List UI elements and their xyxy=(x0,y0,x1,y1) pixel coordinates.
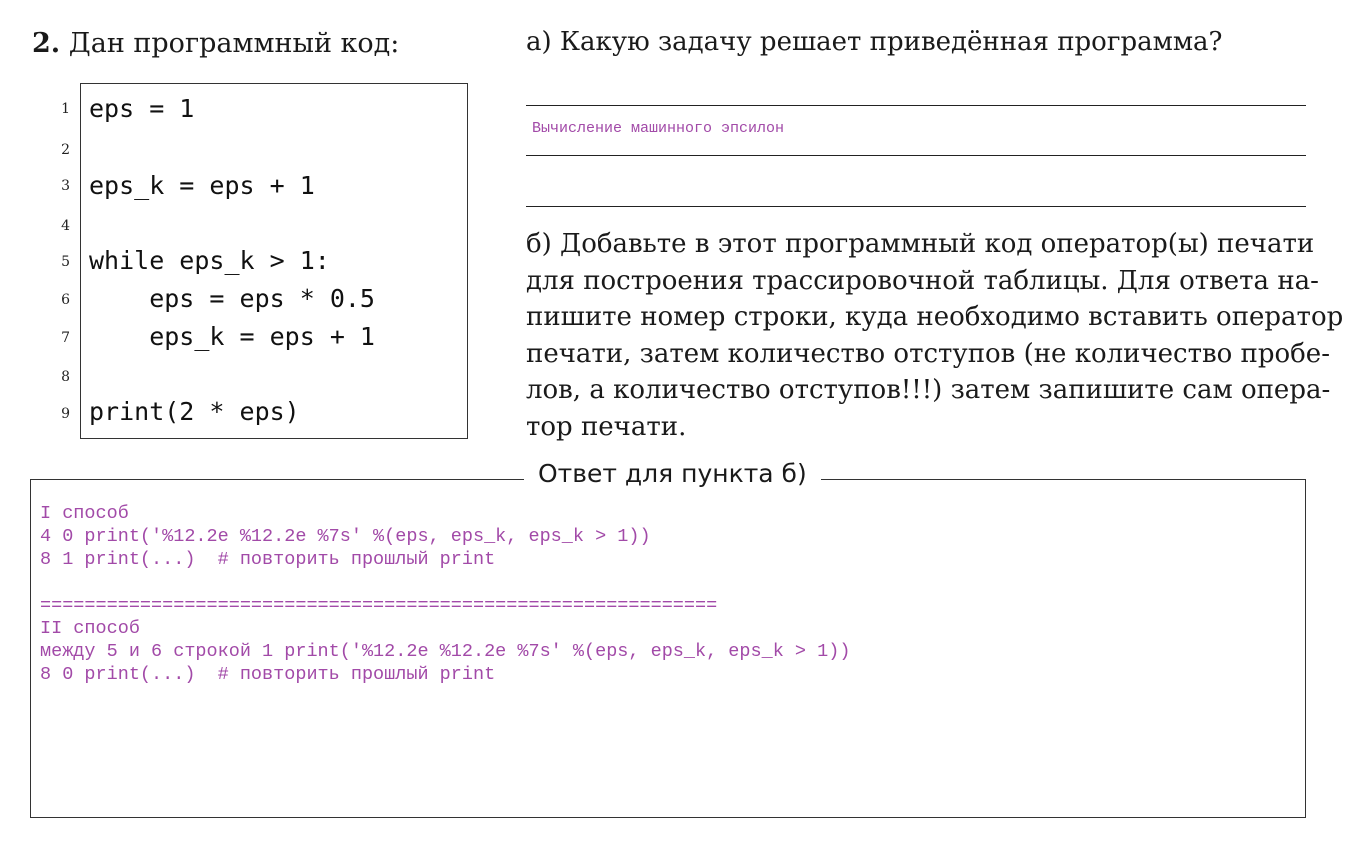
answer-line: I способ xyxy=(40,503,129,524)
question-b-line: б) Добавьте в этот программный код оператор(ы) печати xyxy=(526,229,1315,259)
answer-line: 8 0 print(...) # повторить прошлый print xyxy=(40,664,496,685)
code-line: eps = 1 xyxy=(89,94,195,123)
line-number: 8 xyxy=(61,369,70,385)
answer-rule xyxy=(526,206,1306,207)
code-line: print(2 * eps) xyxy=(89,397,300,426)
question-b-line: тор печати. xyxy=(526,411,687,442)
code-line: while eps_k > 1: xyxy=(89,246,330,275)
question-b-line: лов, а количество отступов!!!) затем запишите сам опера- xyxy=(526,375,1331,405)
answer-rule xyxy=(526,105,1306,106)
question-b-line: печати, затем количество отступов (не количество пробе- xyxy=(526,338,1330,369)
task-number: 2. xyxy=(32,28,61,59)
answer-rule xyxy=(526,155,1306,156)
answer-line: 4 0 print('%12.2e %12.2e %7s' %(eps, eps_k, eps_k > 1)) xyxy=(40,526,651,547)
answer-box-title: Ответ для пункта б) xyxy=(524,457,821,491)
line-number: 5 xyxy=(61,254,70,270)
question-b xyxy=(526,226,1344,445)
code-line: eps_k = eps + 1 xyxy=(89,322,375,351)
line-number: 3 xyxy=(61,178,70,194)
code-line: eps = eps * 0.5 xyxy=(89,284,375,313)
line-number: 2 xyxy=(61,142,70,158)
task-heading xyxy=(32,26,399,62)
line-number: 1 xyxy=(61,101,70,117)
line-number: 9 xyxy=(61,406,70,422)
line-number: 4 xyxy=(61,218,70,234)
answer-line: между 5 и 6 строкой 1 print('%12.2e %12.2e %7s' %(eps, eps_k, eps_k > 1)) xyxy=(40,641,851,662)
answer-line: II способ xyxy=(40,618,140,639)
question-b-line: для построения трассировочной таблицы. Для ответа на- xyxy=(526,265,1319,296)
question-a: а) Какую задачу решает приведённая программа? xyxy=(526,27,1223,57)
answer-a-text[interactable]: Вычисление машинного эпсилон xyxy=(532,120,785,137)
answer-line: 8 1 print(...) # повторить прошлый print xyxy=(40,549,496,570)
question-b-line: пишите номер строки, куда необходимо вставить оператор xyxy=(526,302,1344,332)
task-title: Дан программный код: xyxy=(68,28,400,59)
answer-separator: ============================================================= xyxy=(40,595,718,616)
code-line: eps_k = eps + 1 xyxy=(89,171,315,200)
line-number: 6 xyxy=(61,292,70,308)
line-number: 7 xyxy=(61,330,70,346)
